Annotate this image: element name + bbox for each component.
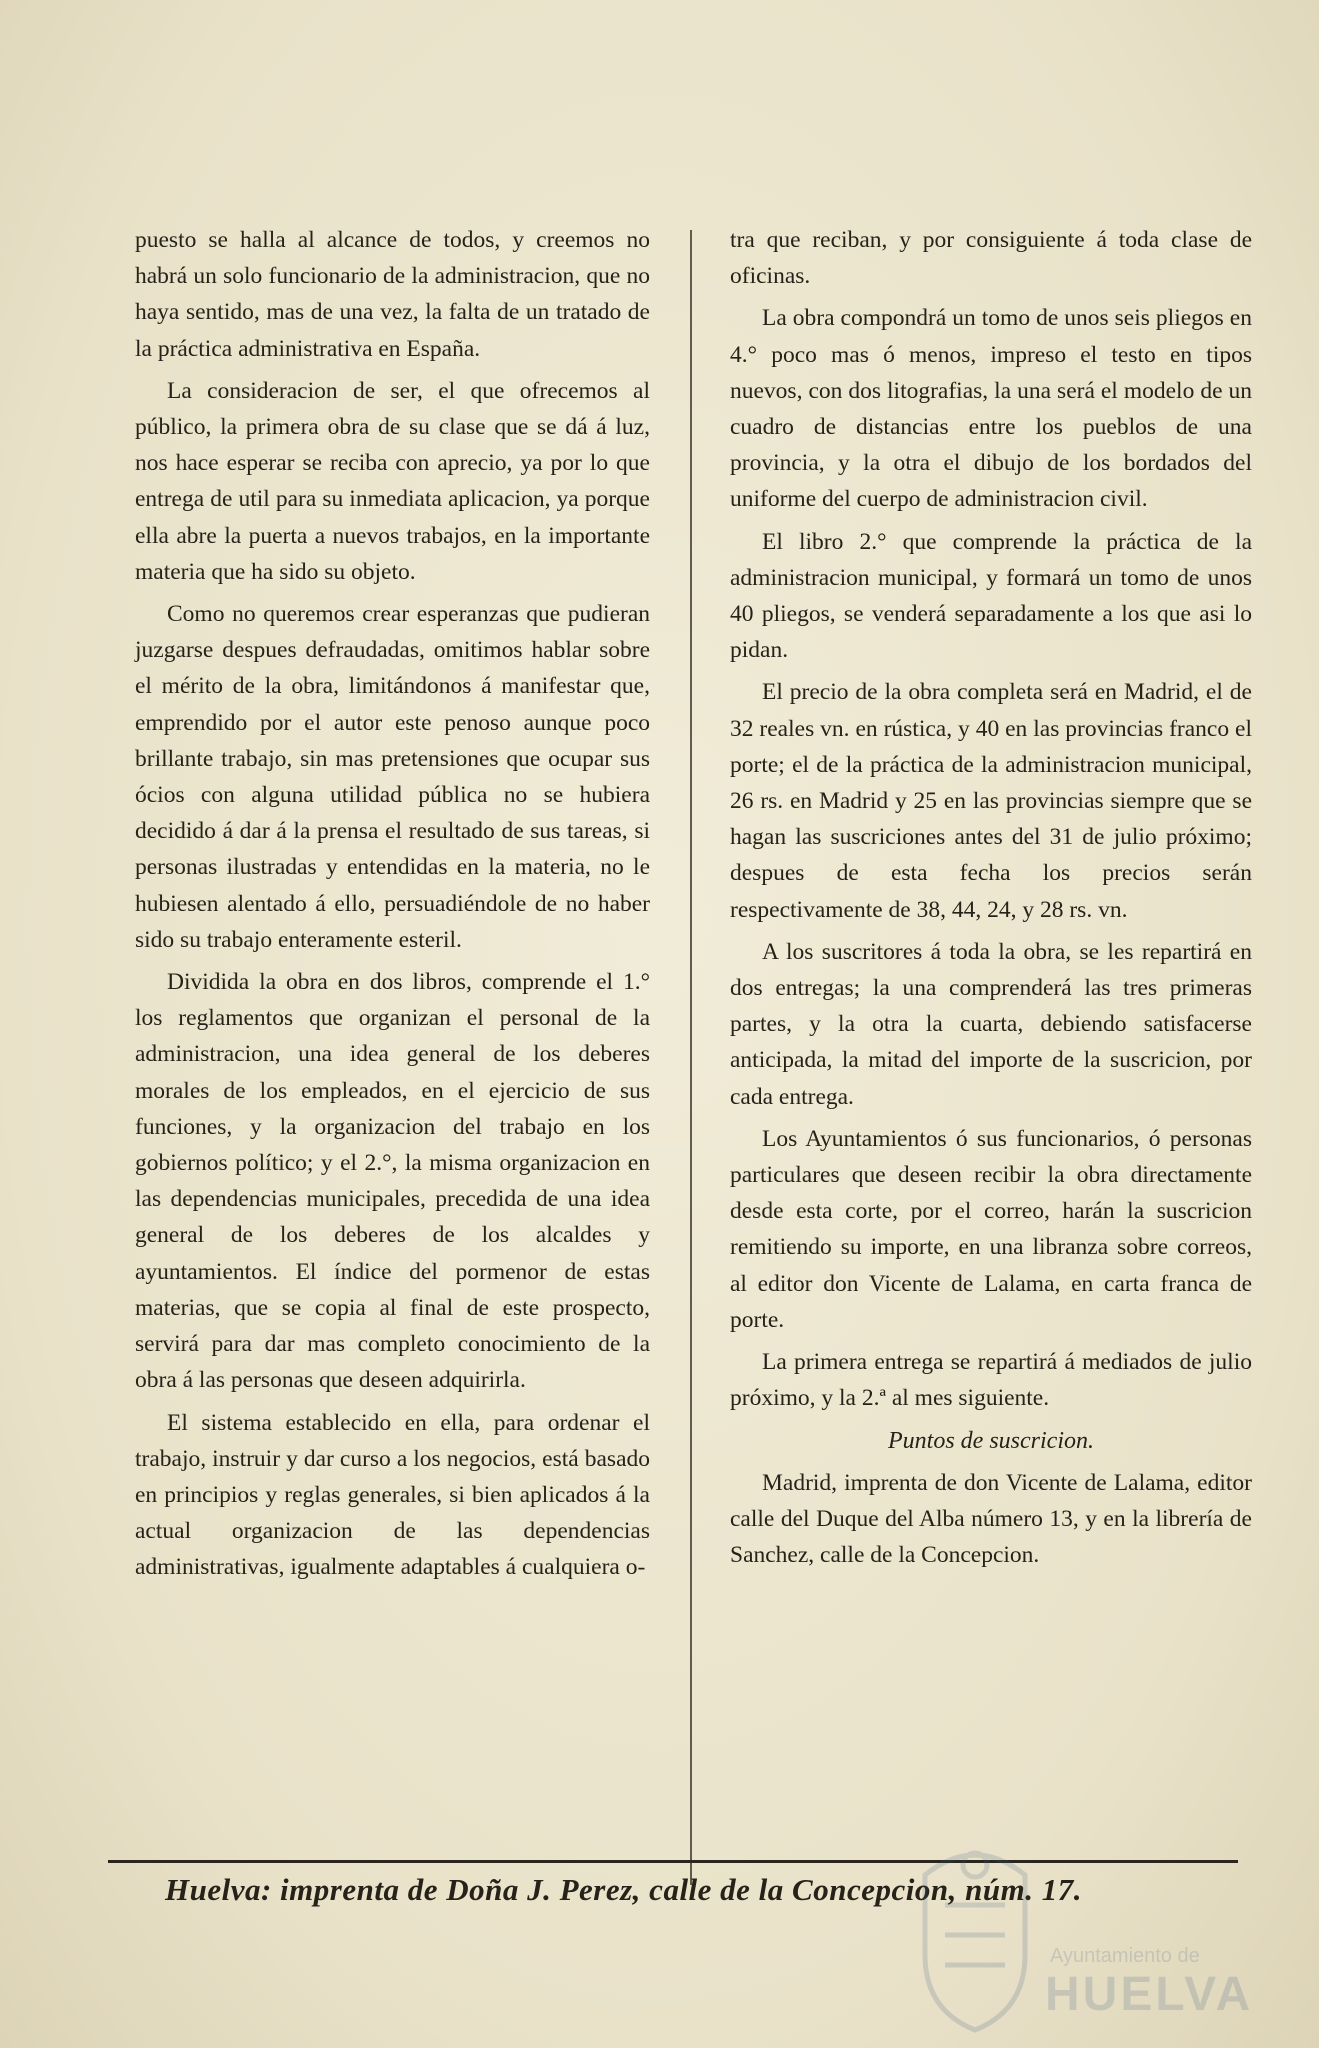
watermark-line-1: Ayuntamiento de xyxy=(1050,1945,1200,1967)
archive-watermark xyxy=(905,1835,1265,2035)
left-paragraph-5: El sistema establecido en ella, para ordenar el trabajo, instruir y dar curso a los negocios, está basado en principios y reglas generales, si bien aplicados á la actual organizacion de las dependencias administrativas, igualmente adaptables á cualquiera o- xyxy=(135,1409,650,1581)
right-paragraph-6: Los Ayuntamientos ó sus funcionarios, ó personas particulares que deseen recibir la obra directamente desde esta corte, por el correo, harán la suscricion remitiendo su importe, en una libranza sobre correos, al editor don Vicente de Lalama, en carta franca de porte. xyxy=(730,1125,1252,1333)
subscription-heading: Puntos de suscricion. xyxy=(888,1427,1094,1454)
right-paragraph-7: La primera entrega se repartirá á mediados de julio próximo, y la 2.ª al mes siguiente. xyxy=(730,1349,1252,1412)
right-paragraph-1: tra que reciban, y por consiguiente á toda clase de oficinas. xyxy=(730,227,1252,290)
city-seal-icon xyxy=(905,1835,1045,2035)
left-paragraph-1: puesto se halla al alcance de todos, y creemos no habrá un solo funcionario de la administracion, que no haya sentido, mas de una vez, la falta de un tratado de la práctica administrativa en España. xyxy=(135,227,650,362)
right-paragraph-5: A los suscritores á toda la obra, se les repartirá en dos entregas; la una comprenderá las tres primeras partes, y la otra la cuarta, debiendo satisfacerse anticipada, la mitad del importe de la suscricion, por cada entrega. xyxy=(730,938,1252,1110)
right-paragraph-3: El libro 2.° que comprende la práctica de la administracion municipal, y formará un tomo de unos 40 pliegos, se venderá separadamente a los que asi lo pidan. xyxy=(730,528,1252,664)
printer-imprint: Huelva: imprenta de Doña J. Perez, calle de la Concepcion, núm. 17. xyxy=(165,1872,1082,1907)
left-paragraph-4: Dividida la obra en dos libros, comprende el 1.° los reglamentos que organizan el personal de la administracion, una idea general de los deberes morales de los empleados, en el ejercicio de sus funciones, y la organizacion del trabajo en los gobiernos político; y el 2.°, la misma organizacion en las dependencias municipales, precedida de una idea general de los deberes de los alcaldes y ayuntamientos. El índice del pormenor de estas materias, que se copia al final de este prospecto, servirá para dar mas completo conocimiento de la obra á las personas que deseen adquirirla. xyxy=(135,969,650,1394)
watermark-line-2: HUELVA xyxy=(1045,1968,1254,2021)
right-paragraph-4: El precio de la obra completa será en Madrid, el de 32 reales vn. en rústica, y 40 en las provincias franco el porte; el de la práctica de la administracion municipal, 26 rs. en Madrid y 25 en las provincias siempre que se hagan las suscriciones antes del 31 de julio próximo; despues de esta fecha los precios serán respectivamente de 38, 44, 24, y 28 rs. vn. xyxy=(730,679,1252,923)
subscription-point: Madrid, imprenta de don Vicente de Lalama, editor calle del Duque del Alba número 13, y en la librería de Sanchez, calle de la Concepcion. xyxy=(730,1469,1252,1569)
right-paragraph-2: La obra compondrá un tomo de unos seis pliegos en 4.° poco mas ó menos, impreso el testo en tipos nuevos, con dos litografias, la una será el modelo de un cuadro de distancias entre los pueblos de una provincia, y la otra el dibujo de los bordados del uniforme del cuerpo de administracion civil. xyxy=(730,305,1252,513)
left-paragraph-2: La consideracion de ser, el que ofrecemos al público, la primera obra de su clase que se dá á luz, nos hace esperar se reciba con aprecio, ya por lo que entrega de util para su inmediata aplicacion, ya porque ella abre la puerta a nuevos trabajos, en la importante materia que ha sido su objeto. xyxy=(135,377,650,585)
right-column xyxy=(730,222,1252,1579)
left-paragraph-3: Como no queremos crear esperanzas que pudieran juzgarse despues defraudadas, omitimos hablar sobre el mérito de la obra, limitándonos á manifestar que, emprendido por el autor este penoso aunque poco brillante trabajo, sin mas pretensiones que ocupar sus ócios con alguna utilidad pública no se hubiera decidido á dar á la prensa el resultado de sus tareas, si personas ilustradas y entendidas en la materia, no le hubiesen alentado á ello, persuadiéndole de no haber sido su trabajo enteramente esteril. xyxy=(135,601,650,953)
column-divider xyxy=(690,230,692,1885)
left-column xyxy=(135,222,650,1592)
